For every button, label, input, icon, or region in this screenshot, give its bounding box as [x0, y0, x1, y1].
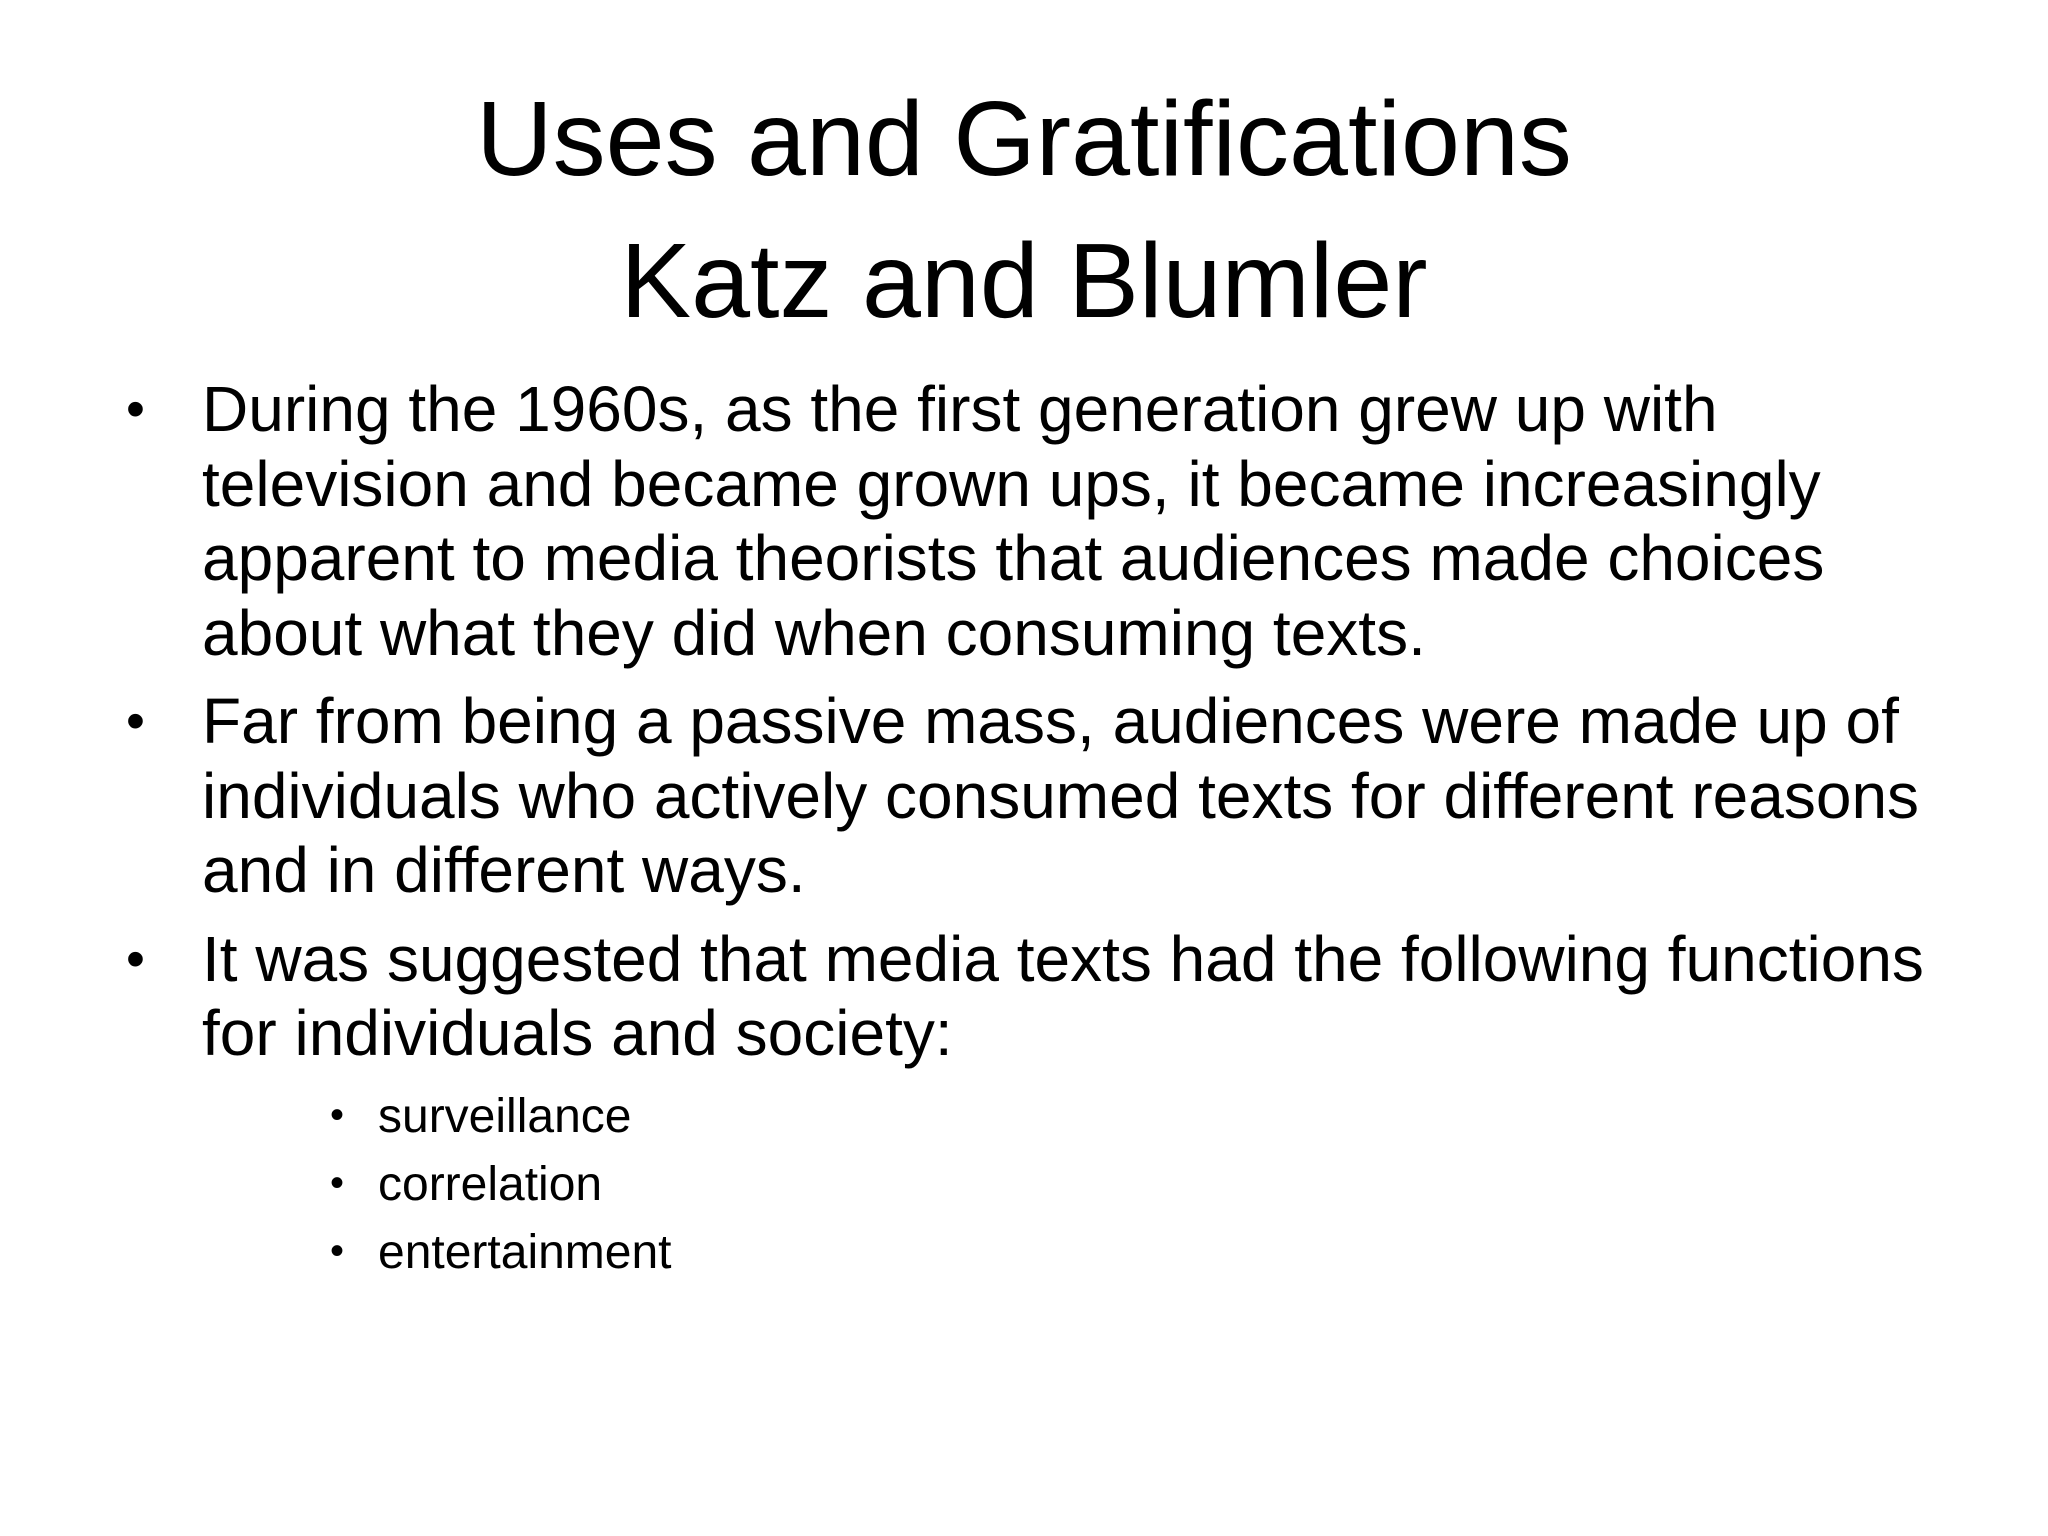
sub-bullet-dot-icon: •	[330, 1092, 345, 1137]
title-line-2: Katz and Blumler	[620, 222, 1428, 340]
bullet-item	[126, 372, 1946, 670]
bullet-list	[126, 372, 1946, 1301]
sub-bullet-dot-icon: •	[330, 1228, 345, 1273]
title-line-1: Uses and Gratifications	[476, 80, 1572, 198]
bullet-item	[126, 684, 1946, 908]
bullet-item	[126, 922, 1946, 1287]
slide-title	[0, 68, 2048, 352]
sub-bullet-item	[330, 1219, 2048, 1287]
sub-bullet-list	[330, 1083, 2048, 1287]
bullet-dot-icon: •	[126, 379, 145, 439]
sub-bullet-dot-icon: •	[330, 1160, 345, 1205]
sub-bullet-item	[330, 1083, 2048, 1151]
bullet-text: Far from being a passive mass, audiences were made up of individuals who actively consumed texts for different reasons and in different ways.	[202, 685, 1920, 906]
bullet-text: During the 1960s, as the first generation grew up with television and became grown ups, it became increasingly apparent to media theorists that audiences made choices about what they did when consuming texts.	[202, 373, 1825, 669]
sub-bullet-text: entertainment	[378, 1225, 672, 1279]
sub-bullet-item	[330, 1151, 2048, 1219]
sub-bullet-text: surveillance	[378, 1089, 632, 1143]
bullet-dot-icon: •	[126, 691, 145, 751]
bullet-text: It was suggested that media texts had the following functions for individuals and society:	[202, 922, 1924, 1069]
sub-bullet-text: correlation	[378, 1157, 603, 1211]
bullet-dot-icon: •	[126, 928, 145, 989]
